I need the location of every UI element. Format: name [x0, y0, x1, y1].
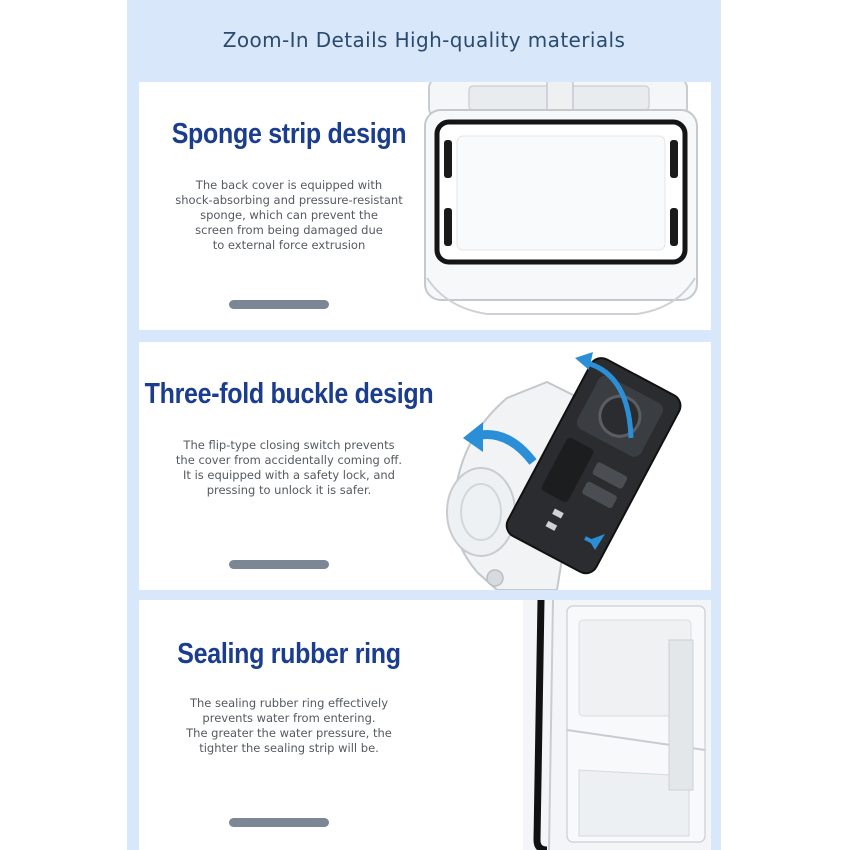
- description-line: The sealing rubber ring effectively: [189, 696, 388, 710]
- product-detail-panel: [127, 0, 721, 850]
- description-line: It is equipped with a safety lock, and: [183, 468, 395, 482]
- description-line: prevents water from entering.: [202, 711, 376, 725]
- feature-title: Three-fold buckle design: [144, 377, 434, 411]
- feature-card-sponge: [139, 82, 711, 330]
- decorative-bar: [229, 300, 329, 309]
- description-line: sponge, which can prevent the: [200, 208, 378, 222]
- description-line: pressing to unlock it is safer.: [206, 483, 372, 497]
- description-line: The back cover is equipped with: [195, 178, 383, 192]
- description-line: the cover from accidentally coming off.: [175, 453, 403, 467]
- feature-description: [149, 438, 429, 498]
- feature-card-buckle: [139, 342, 711, 590]
- description-line: to external force extrusion: [212, 238, 366, 252]
- feature-description: [149, 696, 429, 756]
- description-line: The flip-type closing switch prevents: [183, 438, 395, 452]
- case-sealing-ring-image: [519, 600, 711, 850]
- description-line: The greater the water pressure, the: [186, 726, 392, 740]
- feature-title: Sponge strip design: [171, 117, 407, 151]
- case-buckle-latch-image: [437, 342, 711, 590]
- description-line: tighter the sealing strip will be.: [199, 741, 379, 755]
- decorative-bar: [229, 818, 329, 827]
- description-line: screen from being damaged due: [195, 223, 383, 237]
- section-header: Zoom-In Details High-quality materials: [222, 28, 626, 52]
- feature-title: Sealing rubber ring: [177, 637, 401, 671]
- feature-card-sealing: [139, 600, 711, 850]
- feature-description: [149, 178, 429, 253]
- waterproof-case-back-cover-image: [407, 82, 711, 330]
- description-line: shock-absorbing and pressure-resistant: [175, 193, 403, 207]
- decorative-bar: [229, 560, 329, 569]
